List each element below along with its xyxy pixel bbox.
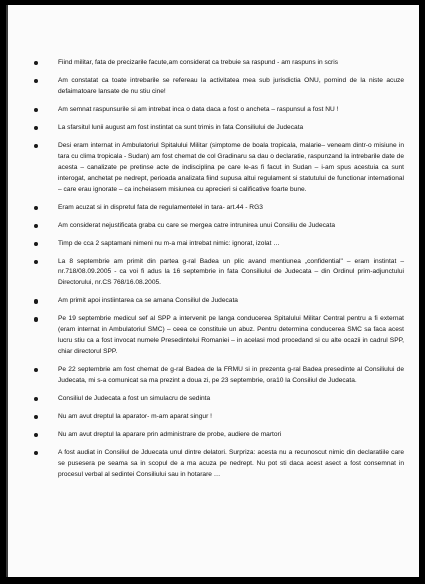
bullet-dot-icon — [34, 433, 38, 437]
document-page — [6, 5, 419, 577]
bullet-item — [34, 430, 404, 441]
bullet-dot-icon — [34, 224, 38, 228]
bullet-list — [34, 58, 404, 488]
bullet-item — [34, 314, 404, 358]
bullet-text: Nu am avut dreptul la aparare prin administrare de probe, audiere de martori — [58, 430, 282, 438]
bullet-text: Nu am avut dreptul la aparator- m-am aparat singur ! — [58, 412, 212, 420]
bullet-text: Pe 22 septembrie am fost chemat de g-ral Badea de la FRMU si in prezenta g-ral Badea presedinte al Consiliului de Judecata, mi s-a comunicat sa ma prezint a doua zi, pe 23 septembrie, ora10 la Consiliul de Judecata. — [58, 366, 404, 384]
bullet-item — [34, 257, 404, 290]
bullet-item — [34, 58, 404, 69]
bullet-text: La sfarsitul lunii august am fost instintat ca sunt trimis in fata Consiliului de Judecata — [58, 123, 304, 131]
bullet-dot-icon — [34, 206, 38, 210]
bullet-dot-icon — [34, 260, 38, 264]
bullet-text: Eram acuzat si in dispretul fata de regulamentelel in tara- art.44 - RG3 — [58, 203, 263, 211]
bullet-item — [34, 394, 404, 405]
bullet-dot-icon — [34, 61, 38, 65]
bullet-item — [34, 412, 404, 423]
bullet-text: Am considerat nejustificata graba cu care se mergea catre intrunirea unui Consiliu de Judecata — [58, 221, 336, 229]
bullet-item — [34, 296, 404, 307]
bullet-item — [34, 76, 404, 98]
bullet-dot-icon — [34, 317, 38, 321]
bullet-text: Fiind militar, fata de precizarile facute,am considerat ca trebuie sa raspund - am raspuns in scris — [58, 59, 338, 66]
bullet-item — [34, 239, 404, 250]
bullet-text: Timp de cca 2 saptamani nimeni nu m-a mai intrebat nimic: ignorat, izolat … — [58, 239, 280, 247]
bullet-item — [34, 203, 404, 214]
bullet-text: Am primit apoi instiintarea ca se amana Consiliul de Judecata — [58, 297, 238, 305]
bullet-dot-icon — [34, 242, 38, 246]
bullet-dot-icon — [34, 368, 38, 372]
bullet-text: A fost audiat in Consiliul de Jduecata unul dintre delatori. Surpriza: acesta nu a recunoscut nimic din declaratiile care se pusesera pe seama sa in scopul de a ma acuza pe nedrept. Nu pot sti daca acest asect a fost consemnat in procesul verbal al sedintei Consiliului sau in hotarare … — [58, 448, 404, 478]
bullet-text: Consiliul de Judecata a fost un simulacru de sedinta — [58, 394, 211, 402]
bullet-item — [34, 141, 404, 196]
bullet-dot-icon — [34, 79, 38, 83]
bullet-dot-icon — [34, 108, 38, 112]
bullet-text: Desi eram internat in Ambulatoriul Spitalului Militar (simptome de boala tropicala, malarie– veneam dintr-o misiune in tara cu clima tropicala - Sudan) am fost chemat de col Gradinaru sa dau o declaratie, raspunzand la intrebarile date de acesta – canalizate pe pretinse acte de indisciplina pe care le-as fi facut in Sudan – i-am spus acestuia ca sunt interogat, anchetat pe nedrept, perioada analizata fiind supusa altui regulament si statutului de functionar international – care erau ignorate – ca incheiasem misiunea cu aprecieri si calificative foarte bune. — [58, 141, 404, 193]
bullet-dot-icon — [34, 397, 38, 401]
bullet-item — [34, 448, 404, 481]
bullet-text: Am constatat ca toate intrebarile se refereau la activitatea mea sub jurisdictia ONU, pornind de la niste acuze defaimatoare lansate de nu stiu cine! — [58, 77, 404, 95]
bullet-text: Am semnat raspunsurile si am intrebat inca o data daca a fost o ancheta – raspunsul a fost NU ! — [58, 105, 339, 113]
bullet-dot-icon — [34, 144, 38, 148]
bullet-text: Pe 19 septembrie medicul sef al SPP a intervenit pe langa conducerea Spitalului Militar Central pentru a fi externat (eram internat in Ambulatoriul SMC) – ceea ce constituie un abuz. Pentru determina conducerea SMC sa faca acest lucru stiu ca a fost invocat numele Presedintelui Romaniei – in acelasi mod procedand si cu alte ocazii in cadrul SPP, chiar directorul SPP. — [58, 315, 404, 356]
bullet-dot-icon — [34, 451, 38, 455]
bullet-dot-icon — [34, 299, 38, 303]
bullet-item — [34, 123, 404, 134]
bullet-item — [34, 365, 404, 387]
bullet-item — [34, 105, 404, 116]
bullet-dot-icon — [34, 126, 38, 130]
bullet-dot-icon — [34, 415, 38, 419]
bullet-text: La 8 septembrie am primit din partea g-ral Badea un plic avand mentiunea „confidential" – eram instintat – nr.718/08.09.2005 - ca voi fi adus la 16 septembrie in fata Consiliului de Judecata – din Ordinul prim-adjunctului Directorului, nr.CS 768/16.08.2005. — [58, 257, 404, 287]
bullet-item — [34, 221, 404, 232]
